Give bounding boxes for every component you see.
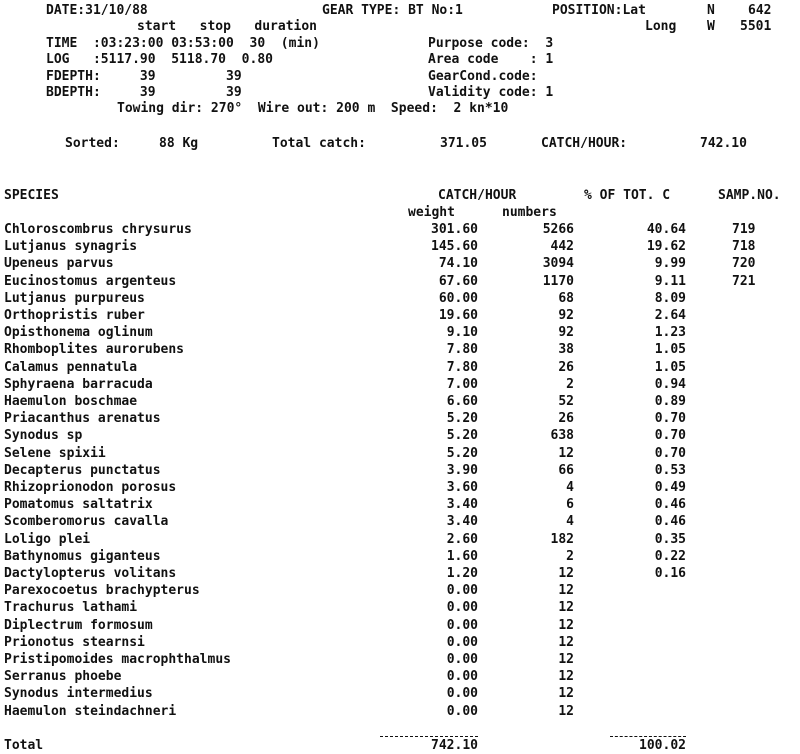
area-code: Area code : 1: [428, 52, 554, 67]
catch-weight: 60.00: [438, 291, 478, 306]
species-name: Rhizoprionodon porosus: [4, 480, 177, 495]
gearcond-code: GearCond.code:: [428, 69, 538, 84]
catch-weight: 6.60: [446, 394, 478, 409]
samp-header: SAMP.NO.: [718, 188, 781, 203]
total-label: Total: [4, 738, 44, 753]
lat-hemisphere: N: [707, 3, 715, 18]
percent-of-total: 9.99: [654, 256, 686, 271]
species-name: Calamus pennatula: [4, 360, 138, 375]
time-row: TIME :03:23:00 03:53:00 30 (min): [46, 36, 320, 51]
catch-weight: 2.60: [446, 532, 478, 547]
species-name: Prionotus stearnsi: [4, 635, 145, 650]
percent-of-total: 0.22: [654, 549, 686, 564]
total-weight: 742.10: [431, 738, 478, 753]
species-name: Trachurus lathami: [4, 600, 138, 615]
catch-per-hour-value: 742.10: [700, 136, 747, 151]
species-name: Rhomboplites aurorubens: [4, 342, 185, 357]
position-label: POSITION:Lat: [552, 3, 646, 18]
catch-weight: 0.00: [446, 686, 478, 701]
species-name: Lutjanus purpureus: [4, 291, 145, 306]
catch-numbers: 5266: [542, 222, 574, 237]
catch-numbers: 12: [558, 583, 574, 598]
catch-numbers: 26: [558, 360, 574, 375]
catch-numbers: 2: [566, 377, 574, 392]
catch-weight: 1.60: [446, 549, 478, 564]
catch-numbers: 12: [558, 704, 574, 719]
catch-numbers: 2: [566, 549, 574, 564]
percent-of-total: 0.46: [654, 514, 686, 529]
total-catch-value: 371.05: [440, 136, 487, 151]
catch-numbers: 12: [558, 600, 574, 615]
catch-weight: 5.20: [446, 411, 478, 426]
catch-numbers: 92: [558, 308, 574, 323]
catch-weight: 1.20: [446, 566, 478, 581]
catch-numbers: 12: [558, 635, 574, 650]
pct-total-rule: [610, 736, 686, 737]
percent-of-total: 2.64: [654, 308, 686, 323]
catch-numbers: 12: [558, 686, 574, 701]
catch-weight: 3.90: [446, 463, 478, 478]
catch-weight: 3.60: [446, 480, 478, 495]
sample-number: 719: [732, 222, 756, 237]
catch-numbers: 12: [558, 446, 574, 461]
fdepth-row: FDEPTH: 39 39: [46, 69, 242, 84]
species-name: Loligo plei: [4, 532, 91, 547]
percent-of-total: 9.11: [654, 274, 686, 289]
species-name: Upeneus parvus: [4, 256, 114, 271]
purpose-code: Purpose code: 3: [428, 36, 554, 51]
catch-weight: 74.10: [438, 256, 478, 271]
catch-weight: 3.40: [446, 497, 478, 512]
percent-of-total: 0.46: [654, 497, 686, 512]
species-name: Diplectrum formosum: [4, 618, 153, 633]
species-name: Haemulon boschmae: [4, 394, 138, 409]
catch-weight: 3.40: [446, 514, 478, 529]
sorted-value: 88 Kg: [159, 136, 199, 151]
bdepth-row: BDEPTH: 39 39: [46, 85, 242, 100]
weight-total-rule: [380, 736, 478, 737]
column-labels: start stop duration: [137, 19, 318, 34]
sample-number: 721: [732, 274, 756, 289]
species-name: Opisthonema oglinum: [4, 325, 153, 340]
catch-numbers: 12: [558, 618, 574, 633]
catch-weight: 0.00: [446, 618, 478, 633]
species-name: Orthopristis ruber: [4, 308, 145, 323]
species-name: Selene spixii: [4, 446, 106, 461]
catch-numbers: 38: [558, 342, 574, 357]
percent-of-total: 0.49: [654, 480, 686, 495]
species-name: Serranus phoebe: [4, 669, 122, 684]
gear-type: GEAR TYPE: BT No:1: [322, 3, 463, 18]
percent-of-total: 1.05: [654, 342, 686, 357]
catch-numbers: 1170: [542, 274, 574, 289]
catch-numbers: 6: [566, 497, 574, 512]
catch-weight: 145.60: [431, 239, 478, 254]
catch-weight: 7.80: [446, 342, 478, 357]
catch-weight: 0.00: [446, 583, 478, 598]
long-label: Long: [645, 19, 677, 34]
species-name: Bathynomus giganteus: [4, 549, 161, 564]
percent-of-total: 19.62: [646, 239, 686, 254]
species-name: Sphyraena barracuda: [4, 377, 153, 392]
catch-numbers: 12: [558, 669, 574, 684]
catch-numbers: 442: [550, 239, 574, 254]
catch-per-hour-label: CATCH/HOUR:: [541, 136, 628, 151]
validity-code: Validity code: 1: [428, 85, 554, 100]
catch-numbers: 182: [550, 532, 574, 547]
species-name: Decapterus punctatus: [4, 463, 161, 478]
catch-weight: 5.20: [446, 428, 478, 443]
species-name: Haemulon steindachneri: [4, 704, 177, 719]
percent-of-total: 1.23: [654, 325, 686, 340]
numbers-header: numbers: [502, 205, 557, 220]
catch-numbers: 3094: [542, 256, 574, 271]
species-name: Synodus intermedius: [4, 686, 153, 701]
catch-numbers: 12: [558, 652, 574, 667]
lat-value: 642: [748, 3, 772, 18]
species-name: Chloroscombrus chrysurus: [4, 222, 192, 237]
catch-numbers: 12: [558, 566, 574, 581]
species-name: Scomberomorus cavalla: [4, 514, 169, 529]
sample-number: 718: [732, 239, 756, 254]
catch-weight: 7.00: [446, 377, 478, 392]
catch-numbers: 4: [566, 514, 574, 529]
percent-of-total: 40.64: [646, 222, 686, 237]
catch-numbers: 68: [558, 291, 574, 306]
sorted-label: Sorted:: [65, 136, 120, 151]
catch-weight: 9.10: [446, 325, 478, 340]
sample-number: 720: [732, 256, 756, 271]
log-row: LOG :5117.90 5118.70 0.80: [46, 52, 273, 67]
pct-header: % OF TOT. C: [584, 188, 671, 203]
catch-numbers: 66: [558, 463, 574, 478]
catch-numbers: 638: [550, 428, 574, 443]
catch-weight: 0.00: [446, 669, 478, 684]
catch-weight: 19.60: [438, 308, 478, 323]
percent-of-total: 0.89: [654, 394, 686, 409]
percent-of-total: 0.53: [654, 463, 686, 478]
weight-header: weight: [408, 205, 455, 220]
percent-of-total: 0.16: [654, 566, 686, 581]
catch-numbers: 92: [558, 325, 574, 340]
catch-weight: 0.00: [446, 704, 478, 719]
towing-row: Towing dir: 270° Wire out: 200 m Speed: 2 kn*10: [117, 101, 509, 116]
catch-weight: 0.00: [446, 652, 478, 667]
catch-numbers: 52: [558, 394, 574, 409]
species-header: SPECIES: [4, 188, 59, 203]
catch-weight: 0.00: [446, 635, 478, 650]
catch-weight: 67.60: [438, 274, 478, 289]
catch-numbers: 4: [566, 480, 574, 495]
percent-of-total: 0.94: [654, 377, 686, 392]
total-pct: 100.02: [639, 738, 686, 753]
catch-weight: 7.80: [446, 360, 478, 375]
catch-weight: 0.00: [446, 600, 478, 615]
percent-of-total: 0.35: [654, 532, 686, 547]
catch-weight: 5.20: [446, 446, 478, 461]
catch-numbers: 26: [558, 411, 574, 426]
percent-of-total: 0.70: [654, 411, 686, 426]
species-name: Lutjanus synagris: [4, 239, 138, 254]
percent-of-total: 1.05: [654, 360, 686, 375]
percent-of-total: 0.70: [654, 428, 686, 443]
species-name: Dactylopterus volitans: [4, 566, 177, 581]
species-name: Pristipomoides macrophthalmus: [4, 652, 231, 667]
catch-weight: 301.60: [431, 222, 478, 237]
species-name: Synodus sp: [4, 428, 83, 443]
species-name: Eucinostomus argenteus: [4, 274, 177, 289]
species-name: Parexocoetus brachypterus: [4, 583, 200, 598]
catch-hour-header: CATCH/HOUR: [438, 188, 517, 203]
date: DATE:31/10/88: [46, 3, 148, 18]
long-value: 5501: [740, 19, 772, 34]
percent-of-total: 8.09: [654, 291, 686, 306]
long-hemisphere: W: [707, 19, 715, 34]
species-name: Pomatomus saltatrix: [4, 497, 153, 512]
percent-of-total: 0.70: [654, 446, 686, 461]
total-catch-label: Total catch:: [272, 136, 366, 151]
species-name: Priacanthus arenatus: [4, 411, 161, 426]
